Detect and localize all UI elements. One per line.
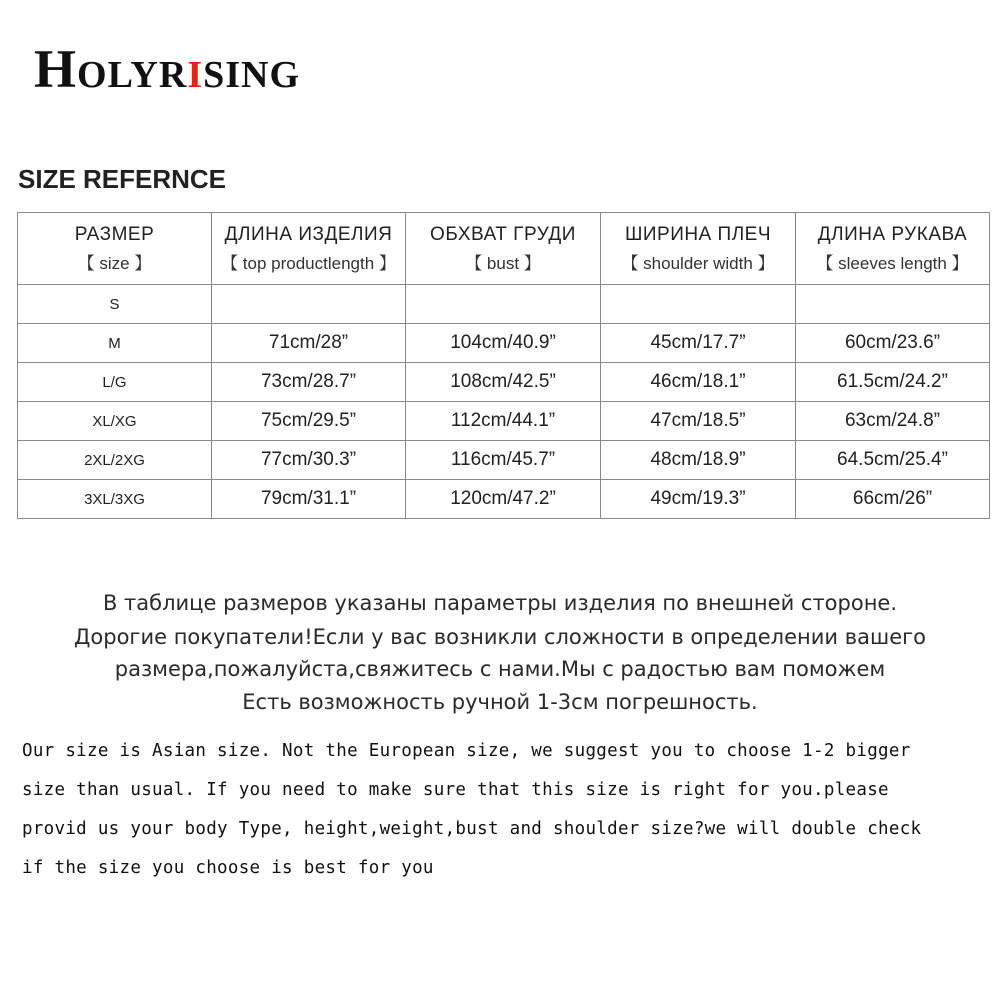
sleeve-cell: 60cm/23.6” [796,324,990,363]
section-title: SIZE REFERNCE [18,164,227,194]
shoulder-cell: 48cm/18.9” [601,441,796,480]
logo-first-letter: H [34,39,78,99]
sleeve-cell: 63cm/24.8” [796,402,990,441]
bust-cell: 116cm/45.7” [406,441,601,480]
english-notice-line: Our size is Asian size. Not the European size, we suggest you to choose 1-2 bigger [22,741,911,761]
english-notice-line: size than usual. If you need to make sure that this size is right for you.please [22,780,889,800]
russian-notice-line: размера,пожалуйста,свяжитесь с нами.Мы с радостью вам поможем [114,657,886,681]
brand-logo [34,38,300,100]
table-row [18,402,990,441]
header-sleeve-en: 【 sleeves length 】 [816,253,969,273]
header-bust [406,213,601,285]
bust-cell: 120cm/47.2” [406,480,601,519]
shoulder-cell: 49cm/19.3” [601,480,796,519]
size-chart-table [17,212,990,519]
bust-cell: 104cm/40.9” [406,324,601,363]
size-cell: S [18,285,212,324]
header-size [18,213,212,285]
shoulder-cell [601,285,796,324]
russian-notice-line: Есть возможность ручной 1-3см погрешность. [242,690,758,714]
table-row [18,324,990,363]
russian-notice-line: Дорогие покупатели!Если у вас возникли сложности в определении вашего [73,625,926,649]
length-cell: 73cm/28.7” [212,363,406,402]
sleeve-cell: 61.5cm/24.2” [796,363,990,402]
length-cell: 71cm/28” [212,324,406,363]
sleeve-cell: 64.5cm/25.4” [796,441,990,480]
shoulder-cell: 46cm/18.1” [601,363,796,402]
size-cell: L/G [18,363,212,402]
shoulder-cell: 45cm/17.7” [601,324,796,363]
shoulder-cell: 47cm/18.5” [601,402,796,441]
length-cell: 75cm/29.5” [212,402,406,441]
header-size-ru: РАЗМЕР [74,223,155,245]
table-row [18,285,990,324]
length-cell: 77cm/30.3” [212,441,406,480]
sleeve-cell [796,285,990,324]
header-length-en: 【 top productlength 】 [221,253,396,273]
size-cell: 3XL/3XG [18,480,212,519]
table-row [18,441,990,480]
header-size-en: 【 size 】 [77,253,152,273]
size-cell: M [18,324,212,363]
header-bust-en: 【 bust 】 [465,253,541,273]
russian-notice-line: В таблице размеров указаны параметры изделия по внешней стороне. [102,591,898,615]
header-shoulder [601,213,796,285]
header-shoulder-ru: ШИРИНА ПЛЕЧ [624,223,772,245]
bust-cell: 108cm/42.5” [406,363,601,402]
bust-cell: 112cm/44.1” [406,402,601,441]
header-length [212,213,406,285]
header-length-ru: ДЛИНА ИЗДЕЛИЯ [224,223,393,245]
header-bust-ru: ОБХВАТ ГРУДИ [430,223,576,245]
logo-text-part2: SING [203,54,301,96]
english-notice-line: if the size you choose is best for you [22,858,434,878]
logo-text-part1: OLYR [77,54,188,96]
sleeve-cell: 66cm/26” [796,480,990,519]
length-cell: 79cm/31.1” [212,480,406,519]
logo-red-letter: I [187,54,204,96]
header-sleeve [796,213,990,285]
table-header-row [18,213,990,285]
table-row [18,363,990,402]
size-cell: XL/XG [18,402,212,441]
table-row [18,480,990,519]
bust-cell [406,285,601,324]
length-cell [212,285,406,324]
size-cell: 2XL/2XG [18,441,212,480]
english-notice-line: provid us your body Type, height,weight,bust and shoulder size?we will double check [22,819,922,839]
header-shoulder-en: 【 shoulder width 】 [621,253,775,273]
header-sleeve-ru: ДЛИНА РУКАВА [817,223,968,245]
